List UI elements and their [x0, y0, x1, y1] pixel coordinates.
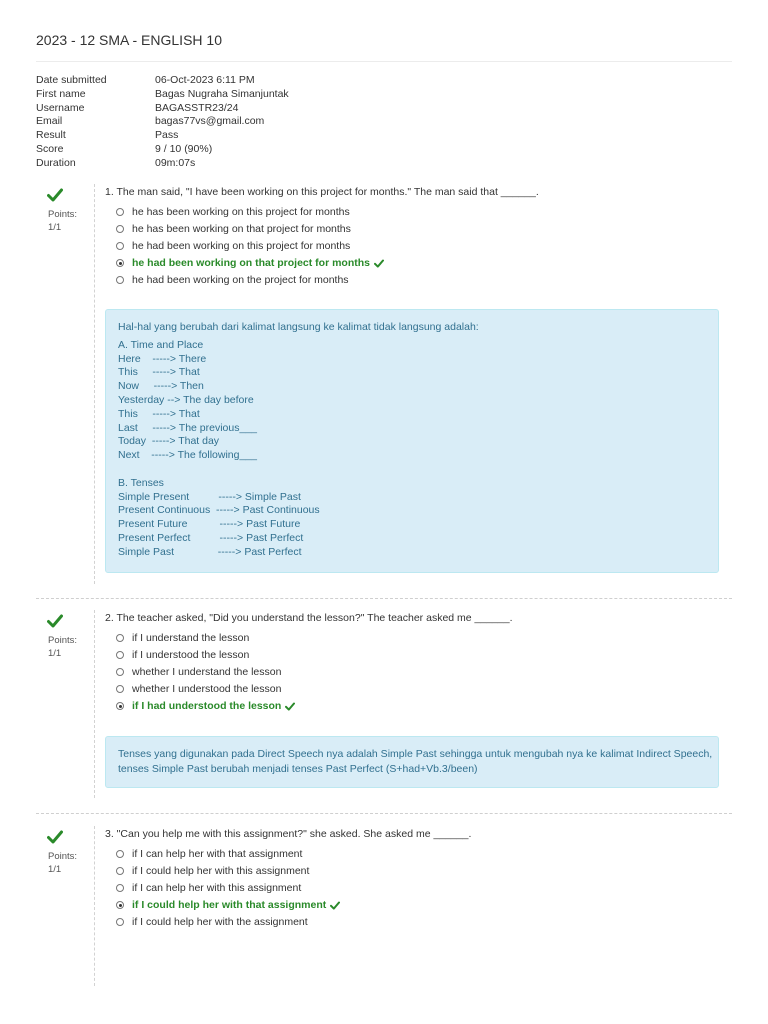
points-label: Points: — [48, 209, 78, 220]
feedback-line: Present Perfect -----> Past Perfect — [118, 531, 304, 544]
option-label: if I understand the lesson — [132, 631, 250, 644]
meta-value: 09m:07s — [155, 156, 196, 169]
page-title: 2023 - 12 SMA - ENGLISH 10 — [36, 32, 222, 48]
feedback-line: Here -----> There — [118, 352, 207, 365]
answer-option[interactable] — [116, 663, 295, 680]
meta-key: Duration — [36, 156, 76, 169]
question-separator — [36, 813, 732, 814]
points-value: 1/1 — [48, 221, 62, 233]
answer-option[interactable] — [116, 681, 295, 698]
feedback-line: Now -----> Then — [118, 380, 204, 393]
option-label: he has been working on this project for months — [132, 205, 350, 218]
points-label: Points: — [48, 851, 78, 862]
option-label: if I could help her with that assignment — [132, 899, 327, 912]
radio-button[interactable] — [116, 668, 124, 676]
question-text: 2. The teacher asked, "Did you understand the lesson?" The teacher asked me ______. — [105, 612, 513, 624]
meta-row — [36, 74, 289, 88]
meta-row — [36, 102, 289, 116]
answer-option[interactable] — [116, 237, 384, 254]
answer-option[interactable] — [116, 272, 384, 289]
radio-button[interactable] — [116, 225, 124, 233]
meta-row — [36, 115, 289, 129]
radio-button-checked[interactable] — [116, 901, 124, 909]
feedback-line: Simple Past -----> Past Perfect — [118, 545, 302, 558]
question-rail — [94, 184, 95, 584]
option-label: he has been working on that project for months — [132, 222, 351, 235]
meta-key: Email — [36, 115, 63, 128]
check-icon — [47, 188, 63, 202]
radio-button[interactable] — [116, 884, 124, 892]
feedback-line: Simple Present -----> Simple Past — [118, 490, 301, 503]
points-value: 1/1 — [48, 863, 62, 875]
answer-options — [116, 845, 340, 931]
points — [48, 635, 77, 660]
feedback-line: Today -----> That day — [118, 435, 220, 448]
question-status — [36, 614, 96, 659]
check-icon — [47, 614, 63, 628]
meta-row — [36, 157, 289, 171]
radio-button[interactable] — [116, 867, 124, 875]
radio-button[interactable] — [116, 634, 124, 642]
feedback-line: This -----> That — [118, 366, 200, 379]
meta-row — [36, 129, 289, 143]
radio-button[interactable] — [116, 651, 124, 659]
answer-option[interactable] — [116, 646, 295, 663]
points-label: Points: — [48, 635, 78, 646]
feedback-line: This -----> That — [118, 407, 200, 420]
feedback-line: Present Future -----> Past Future — [118, 518, 301, 531]
correct-check-icon — [285, 702, 295, 711]
radio-button[interactable] — [116, 242, 124, 250]
question-rail — [94, 826, 95, 986]
option-label: if I could help her with this assignment — [132, 864, 310, 877]
points — [48, 851, 77, 876]
feedback-box — [105, 736, 719, 788]
option-label: if I could help her with the assignment — [132, 916, 308, 929]
option-label: whether I understand the lesson — [132, 665, 282, 678]
meta-key: First name — [36, 87, 86, 100]
answer-options — [116, 203, 384, 289]
meta-value: 9 / 10 (90%) — [155, 142, 213, 155]
check-icon — [47, 830, 63, 844]
feedback-line: Last -----> The previous___ — [118, 421, 257, 434]
meta-value: Bagas Nugraha Simanjuntak — [155, 87, 289, 100]
option-label: if I can help her with this assignment — [132, 881, 302, 894]
answer-option[interactable] — [116, 203, 384, 220]
feedback-line: Tenses yang digunakan pada Direct Speech nya adalah Simple Past sehingga untuk mengubah nya ke kalimat Indirect Speech, — [118, 748, 713, 760]
points-value: 1/1 — [48, 647, 62, 659]
answer-option-selected[interactable] — [116, 897, 340, 914]
feedback-box — [105, 309, 719, 573]
answer-option-selected[interactable] — [116, 255, 384, 272]
radio-button[interactable] — [116, 685, 124, 693]
feedback-line: B. Tenses — [118, 476, 164, 489]
option-label: if I had understood the lesson — [132, 700, 282, 713]
meta-key: Username — [36, 101, 85, 114]
radio-button[interactable] — [116, 850, 124, 858]
question-status — [36, 830, 96, 875]
option-label: he had been working on the project for months — [132, 274, 349, 287]
answer-option[interactable] — [116, 914, 340, 931]
feedback-line: A. Time and Place — [118, 338, 204, 351]
correct-check-icon — [374, 259, 384, 268]
feedback-line: Yesterday --> The day before — [118, 393, 254, 406]
question-text: 3. "Can you help me with this assignment?" she asked. She asked me ______. — [105, 828, 472, 840]
meta-row — [36, 88, 289, 102]
feedback-line: tenses Simple Past berubah menjadi tenses Past Perfect (S+had+Vb.3/been) — [118, 763, 478, 775]
meta-value: 06-Oct-2023 6:11 PM — [155, 74, 255, 86]
meta-key: Date submitted — [36, 74, 107, 86]
feedback-line: Present Continuous -----> Past Continuous — [118, 504, 320, 517]
feedback-line — [118, 463, 706, 477]
answer-option[interactable] — [116, 879, 340, 896]
points — [48, 209, 77, 234]
radio-button[interactable] — [116, 208, 124, 216]
radio-button-checked[interactable] — [116, 702, 124, 710]
option-label: if I can help her with that assignment — [132, 847, 303, 860]
option-label: he had been working on this project for months — [132, 239, 351, 252]
answer-options — [116, 629, 295, 715]
title-divider — [36, 61, 732, 62]
answer-option[interactable] — [116, 629, 295, 646]
answer-option[interactable] — [116, 845, 340, 862]
question-status — [36, 188, 96, 233]
meta-key: Result — [36, 129, 66, 142]
correct-check-icon — [330, 901, 340, 910]
meta-value: BAGASSTR23/24 — [155, 101, 239, 114]
answer-option[interactable] — [116, 220, 384, 237]
meta-value: bagas77vs@gmail.com — [155, 115, 265, 128]
question-rail — [94, 610, 95, 798]
feedback-line: Hal-hal yang berubah dari kalimat langsung ke kalimat tidak langsung adalah: — [118, 321, 479, 333]
meta-value: Pass — [155, 129, 179, 142]
option-label: he had been working on that project for months — [132, 257, 371, 270]
question-separator — [36, 598, 732, 599]
answer-option-selected[interactable] — [116, 698, 295, 715]
submission-summary — [36, 74, 289, 171]
feedback-line: Next -----> The following___ — [118, 449, 257, 462]
radio-button[interactable] — [116, 276, 124, 284]
question-text: 1. The man said, "I have been working on this project for months." The man said that ______. — [105, 186, 539, 198]
meta-key: Score — [36, 142, 64, 155]
radio-button-checked[interactable] — [116, 259, 124, 267]
option-label: if I understood the lesson — [132, 648, 250, 661]
answer-option[interactable] — [116, 862, 340, 879]
option-label: whether I understood the lesson — [132, 683, 282, 696]
radio-button[interactable] — [116, 918, 124, 926]
meta-row — [36, 143, 289, 157]
